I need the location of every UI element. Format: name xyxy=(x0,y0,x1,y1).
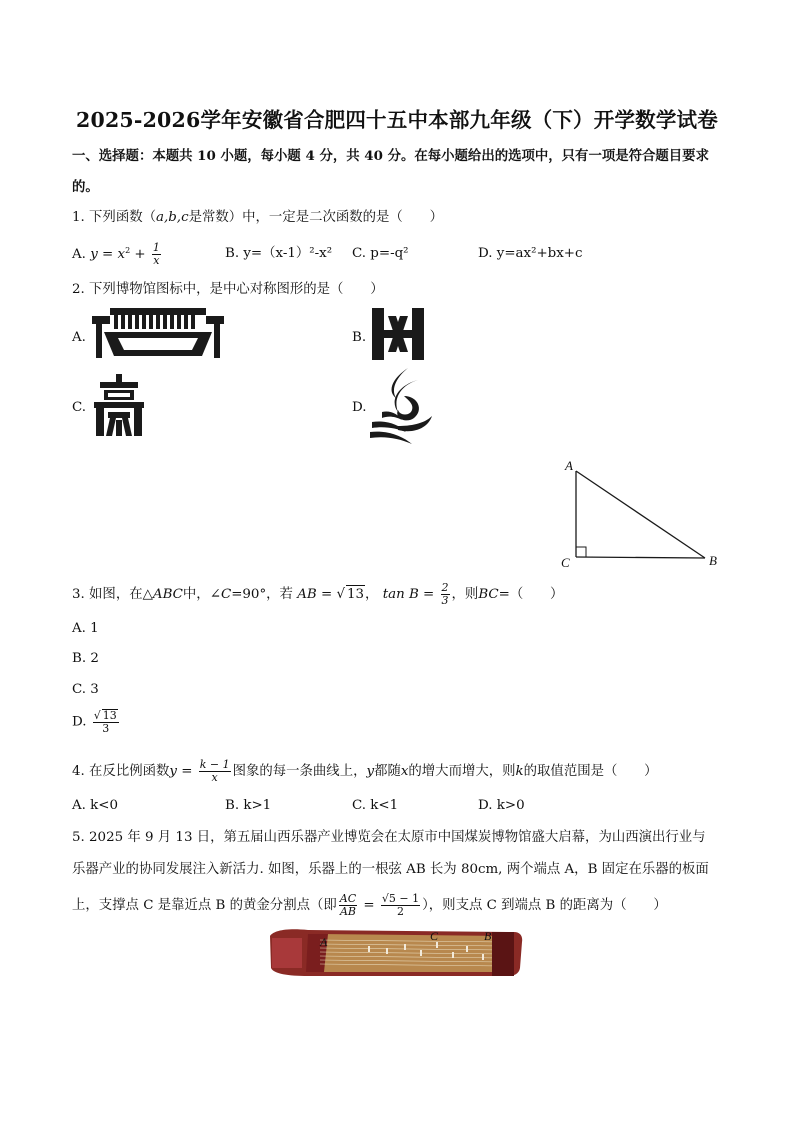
guzheng-instrument-image xyxy=(268,924,524,982)
q1-option-b: B. y=（x-1）²-x² xyxy=(225,246,333,261)
page-title: 2025-2026学年安徽省合肥四十五中本部九年级（下）开学数学试卷 xyxy=(76,108,718,132)
question-2-stem: 2. 下列博物馆图标中，是中心对称图形的是（ ） xyxy=(72,282,384,297)
q1-option-a-expr: y = x xyxy=(90,247,126,262)
vertex-a-label: A xyxy=(565,458,573,473)
museum-logo-a-icon xyxy=(88,306,228,362)
section-header: 一、选择题：本题共 10 小题，每小题 4 分，共 40 分。在每小题给出的选项中，只有一项是符合题目要求 xyxy=(72,148,709,164)
q1-option-a-frac: $\frac{1}{x}$ xyxy=(152,241,160,267)
q1-option-d: D. y=ax²+bx+c xyxy=(478,246,583,261)
q4-option-a: A. k<0 xyxy=(72,798,119,813)
question-5-line-3: 上，支撑点 C 是靠近点 B 的黄金分割点（即 $\frac{AC}{AB}$ = $\frac{√5 - 1}{2}$ ），则支点 C 到端点 B 的距离为（ ） xyxy=(72,892,667,918)
q4-frac: $\frac{k - 1}{x}$ xyxy=(199,758,230,784)
q5-frac-golden: $\frac{√5 - 1}{2}$ xyxy=(381,892,420,918)
question-3-stem: 3. 如图，在△ABC中，∠C=90°，若 AB = √ 13， tan B = $\frac{2}{3}$ ，则BC=（ ） xyxy=(72,581,564,607)
triangle-abc-figure xyxy=(555,455,730,575)
q1-option-a: A. $y = x^2$ + $\frac{1}{x}$ xyxy=(72,241,160,267)
guzheng-point-b-label: B xyxy=(484,929,492,943)
museum-logo-c-icon xyxy=(92,372,146,438)
question-4-stem: 4. 在反比例函数y = $\frac{k - 1}{x}$ 图象的每一条曲线上，y都随x的增大而增大，则k的取值范围是（ ） xyxy=(72,758,658,784)
q4-option-d: D. k>0 xyxy=(478,798,525,813)
guzheng-point-a-label: A xyxy=(320,935,328,949)
q3-option-d: D. $\frac{√ 13}{3}$ xyxy=(72,709,117,735)
q5-frac-ac-ab: $\frac{AC}{AB}$ xyxy=(339,892,357,918)
q2-option-b-label: B. xyxy=(352,330,367,345)
museum-logo-b-icon xyxy=(370,306,426,362)
tanb-frac: $\frac{2}{3}$ xyxy=(441,581,449,607)
museum-logo-d-icon xyxy=(368,366,434,446)
q3-option-d-frac: $\frac{√ 13}{3}$ xyxy=(93,709,117,735)
q3-option-a: A. 1 xyxy=(72,621,99,636)
question-5-line-2: 乐器产业的协同发展注入新活力. 如图，乐器上的一根弦 AB 长为 80cm, 两个端点 A，B 固定在乐器的板面 xyxy=(72,862,709,877)
q3-option-c: C. 3 xyxy=(72,682,99,697)
q2-option-c-label: C. xyxy=(72,400,87,415)
question-1-stem: 1. 下列函数（a,b,c是常数）中，一定是二次函数的是（ ） xyxy=(72,210,443,225)
q2-option-a-label: A. xyxy=(72,330,86,345)
section-header-cont: 的。 xyxy=(72,179,99,195)
q3-option-b: B. 2 xyxy=(72,651,99,666)
vertex-b-label: B xyxy=(709,553,717,568)
vertex-c-label: C xyxy=(561,555,570,570)
q4-option-c: C. k<1 xyxy=(352,798,399,813)
guzheng-point-c-label: C xyxy=(430,929,439,943)
q1-option-c: C. p=-q² xyxy=(352,246,409,261)
q4-option-b: B. k>1 xyxy=(225,798,272,813)
question-5-line-1: 5. 2025 年 9 月 13 日，第五届山西乐器产业博览会在太原市中国煤炭博物馆盛大启幕，为山西演出行业与 xyxy=(72,830,706,845)
q2-option-d-label: D. xyxy=(352,400,367,415)
